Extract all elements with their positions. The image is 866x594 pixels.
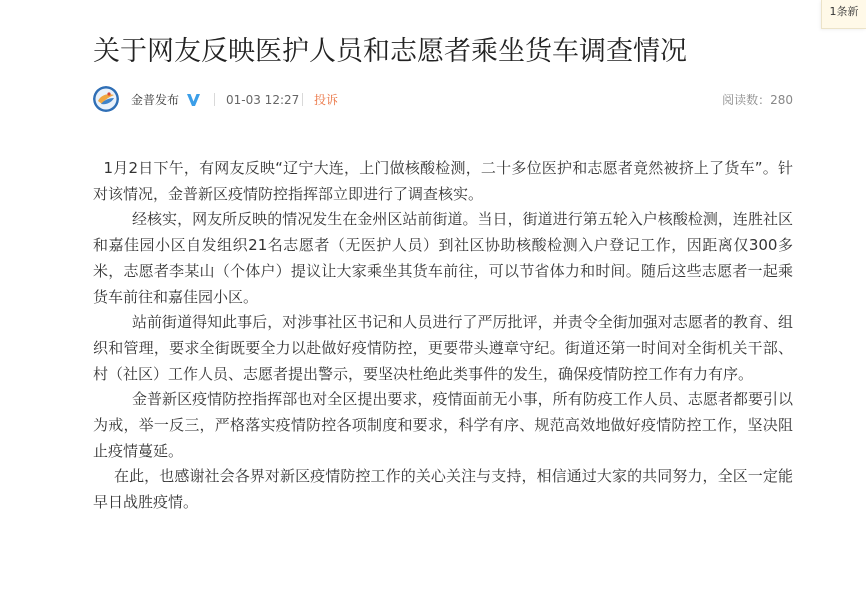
article-title: 关于网友反映医护人员和志愿者乘坐货车调查情况 bbox=[93, 36, 687, 67]
article-body bbox=[93, 156, 793, 516]
article-paragraph: 1月2日下午，有网友反映“辽宁大连，上门做核酸检测，二十多位医护和志愿者竟然被挤上了货车”。针对该情况，金普新区疫情防控指挥部立即进行了调查核实。 bbox=[93, 159, 793, 203]
read-count: 阅读数：280 bbox=[722, 93, 793, 107]
meta-divider bbox=[214, 93, 215, 106]
new-items-notification[interactable] bbox=[821, 0, 866, 29]
report-link[interactable]: 投诉 bbox=[314, 93, 339, 107]
article-meta bbox=[93, 86, 793, 114]
article-paragraph: 经核实，网友所反映的情况发生在金州区站前街道。当日，街道进行第五轮入户核酸检测，连胜社区和嘉佳园小区自发组织21名志愿者（无医护人员）到社区协助核酸检测入户登记工作，因距离仅300多米，志愿者李某山（个体户）提议让大家乘坐其货车前往，可以节省体力和时间。随后这些志愿者一起乘货车前往和嘉佳园小区。 bbox=[93, 210, 793, 306]
verified-v-icon bbox=[185, 91, 202, 108]
jinpu-logo-icon bbox=[93, 86, 119, 112]
publish-time: 01-03 12:27 bbox=[226, 93, 300, 107]
article-paragraph: 在此，也感谢社会各界对新区疫情防控工作的关心关注与支持，相信通过大家的共同努力，全区一定能早日战胜疫情。 bbox=[93, 467, 793, 512]
author-avatar[interactable] bbox=[93, 86, 119, 112]
article-paragraph: 站前街道得知此事后，对涉事社区书记和人员进行了严厉批评，并责令全街加强对志愿者的教育、组织和管理，要求全街既要全力以赴做好疫情防控，更要带头遵章守纪。街道还第一时间对全街机关干部、村（社区）工作人员、志愿者提出警示，要坚决杜绝此类事件的发生，确保疫情防控工作有力有序。 bbox=[93, 313, 793, 383]
article-paragraph: 金普新区疫情防控指挥部也对全区提出要求，疫情面前无小事，所有防疫工作人员、志愿者都要引以为戒，举一反三，严格落实疫情防控各项制度和要求，科学有序、规范高效地做好疫情防控工作，坚决阻止疫情蔓延。 bbox=[93, 390, 793, 460]
meta-divider bbox=[302, 93, 303, 106]
author-name[interactable]: 金普发布 bbox=[131, 93, 180, 107]
new-items-text: 1条新 bbox=[829, 5, 859, 18]
